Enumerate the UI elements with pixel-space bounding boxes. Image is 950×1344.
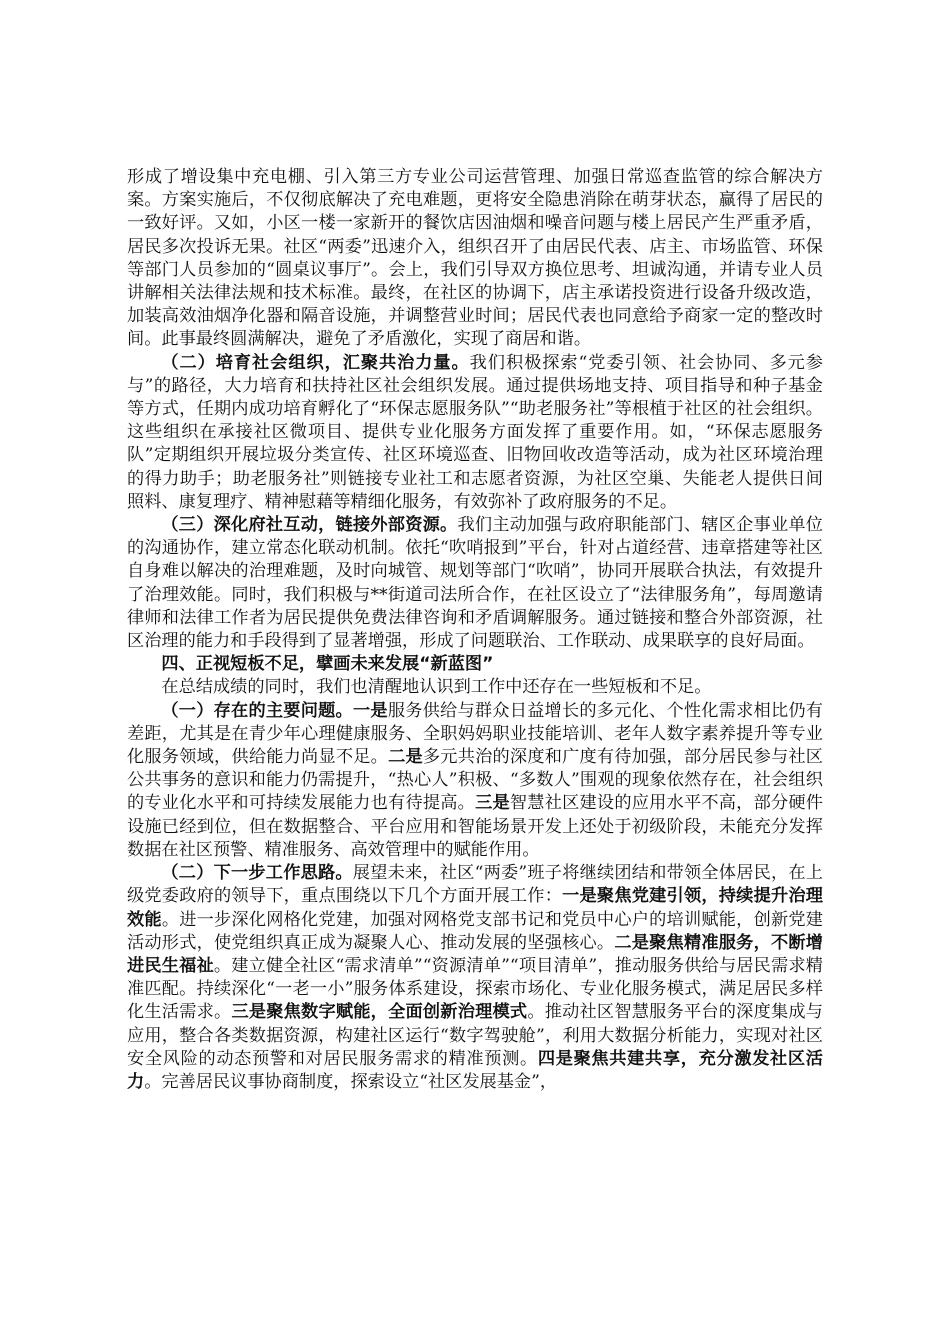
document-body xyxy=(127,166,823,1094)
section-title-next-steps: （二）下一步工作思路。 xyxy=(161,863,353,884)
paragraph-text: 我们主动加强与政府职能部门、辖区企事业单位的沟通协作，建立常态化联动机制。依托“吹哨报到”平台，针对占道经营、违章搭建等社区自身难以解决的治理难题，及时向城管、规划等部门“吹哨”，协同开展联合执法，有效提升了治理效能。同时，我们积极与**街道司法所合作，在社区设立了“法律服务角”，每周邀请律师和法律工作者为居民提供免费法律咨询和矛盾调解服务。通过链接和整合外部资源，社区治理的能力和手段得到了显著增强，形成了问题联治、工作联动、成果联享的良好局面。 xyxy=(127,515,823,652)
point-label-co-building: 四是聚焦共建共享，充分激发社区活力 xyxy=(127,1048,823,1092)
point-label-digital: 三是聚焦数字赋能，全面创新治理模式 xyxy=(231,1002,528,1023)
paragraph-intro-shortcomings: 在总结成绩的同时，我们也清醒地认识到工作中还存在一些短板和不足。 xyxy=(161,677,712,698)
section-title-government-community: （三）深化府社互动，链接外部资源。 xyxy=(161,515,458,536)
point-label-two: 二是 xyxy=(388,747,423,768)
paragraph-continuation: 形成了增设集中充电棚、引入第三方专业公司运营管理、加强日常巡查监管的综合解决方案。方案实施后，不仅彻底解决了充电难题，更将安全隐患消除在萌芽状态，赢得了居民的一致好评。又如，小区一楼一家新开的餐饮店因油烟和噪音问题与楼上居民产生严重矛盾，居民多次投诉无果。社区“两委”迅速介入，组织召开了由居民代表、店主、市场监管、环保等部门人员参加的“圆桌议事厅”。会上，我们引导双方换位思考、坦诚沟通，并请专业人员讲解相关法律法规和技术标准。最终，在社区的协调下，店主承诺投资进行设备升级改造，加装高效油烟净化器和隔音设施，并调整营业时间；居民代表也同意给予商家一定的整改时间。此事最终圆满解决，避免了矛盾激化，实现了商居和谐。 xyxy=(127,167,823,350)
paragraph-text: 多元共治的深度和广度有待加强，部分居民参与社区公共事务的意识和能力仍需提升，“热心人”积极、“多数人”围观的现象依然存在，社会组织的专业化水平和可持续发展能力也有待提高。 xyxy=(127,747,823,814)
paragraph-text: 展望未来，社区“两委”班子将继续团结和带领全体居民，在上级党委政府的领导下，重点围绕以下几个方面开展工作： xyxy=(127,863,823,907)
paragraph-next-steps xyxy=(127,862,823,1094)
paragraph-main-problems xyxy=(127,700,823,862)
paragraph-text: 我们积极探索“党委引领、社会协同、多元参与”的路径，大力培育和扶持社区社会组织发展。通过提供场地支持、项目指导和种子基金等方式，任期内成功培育孵化了“环保志愿服务队”“助老服务社”等根植于社区的社会组织。这些组织在承接社区微项目、提供专业化服务方面发挥了重要作用。如，“环保志愿服务队”定期组织开展垃圾分类宣传、社区环境巡查、旧物回收改造等活动，成为社区环境治理的得力助手；助老服务社”则链接专业社工和志愿者资源，为社区空巢、失能老人提供日间照料、康复理疗、精神慰藉等精细化服务，有效弥补了政府服务的不足。 xyxy=(127,352,823,512)
paragraph-text: 。完善居民议事协商制度，探索设立“社区发展基金”， xyxy=(144,1071,558,1092)
section-title-social-organizations: （二）培育社会组织，汇聚共治力量。 xyxy=(161,352,470,373)
paragraph-text: 服务供给与群众日益增长的多元化、个性化需求相比仍有差距，尤其是在青少年心理健康服务、全职妈妈职业技能培训、老年人数字素养提升等专业化服务领域，供给能力尚显不足。 xyxy=(127,700,823,768)
paragraph-government-community xyxy=(127,514,823,653)
paragraph-text: 。进一步深化网格化党建，加强对网格党支部书记和党员中心户的培训赋能，创新党建活动形式，使党组织真正成为凝聚人心、推动发展的坚强核心。 xyxy=(127,909,823,953)
paragraph-text: 。推动社区智慧服务平台的深度集成与应用，整合各类数据资源，构建社区运行“数字驾驶舱”，利用大数据分析能力，实现对社区安全风险的动态预警和对居民服务需求的精准预测。 xyxy=(127,1002,823,1069)
section-title-main-problems: （一）存在的主要问题。一是 xyxy=(161,700,388,721)
paragraph-text: 智慧社区建设的应用水平不高，部分硬件设施已经到位，但在数据整合、平台应用和智能场景开发上还处于初级阶段，未能充分发挥数据在社区预警、精准服务、高效管理中的赋能作用。 xyxy=(127,793,823,860)
paragraph-social-organizations xyxy=(127,352,823,514)
point-label-party-building: 一是聚焦党建引领，持续提升治理效能 xyxy=(127,886,823,930)
point-label-three: 三是 xyxy=(475,793,510,814)
section-heading-4: 四、正视短板不足，擘画未来发展“新蓝图” xyxy=(161,654,494,675)
paragraph-text: 。建立健全社区“需求清单”“资源清单”“项目清单”，推动服务供给与居民需求精准匹配。持续深化“一老一小”服务体系建设，探索市场化、专业化服务模式，满足居民多样化生活需求。 xyxy=(127,955,823,1023)
point-label-precise-service: 二是聚焦精准服务，不断增进民生福祉 xyxy=(127,932,823,976)
